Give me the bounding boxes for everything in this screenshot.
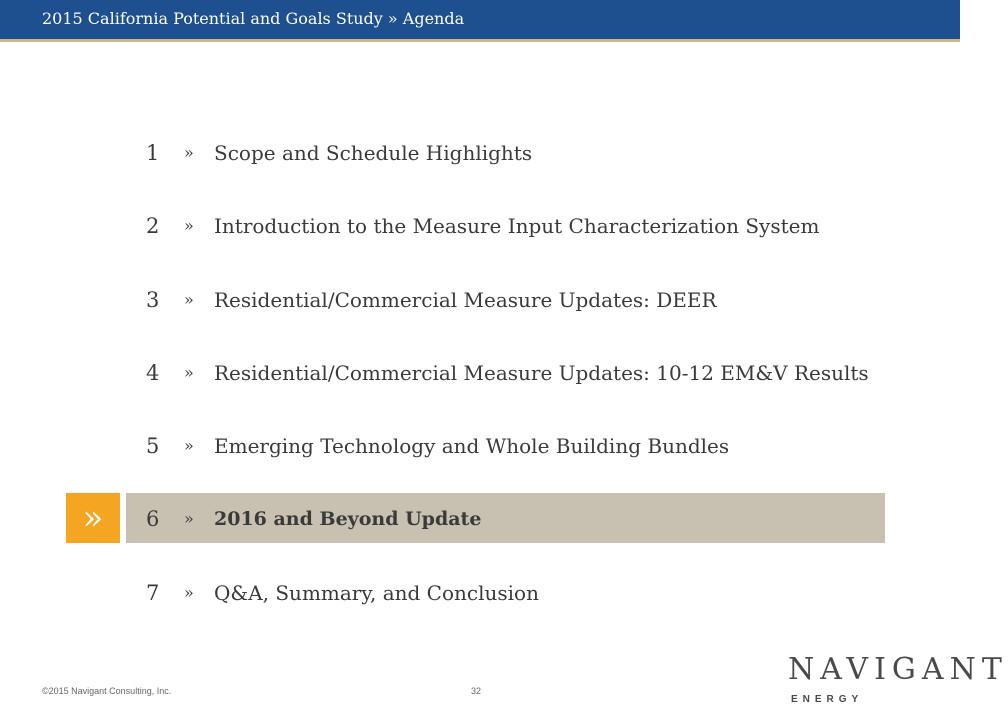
logo-subtitle: ENERGY — [791, 694, 864, 705]
agenda-item-number: 2 — [146, 214, 160, 238]
agenda-item-label: Q&A, Summary, and Conclusion — [214, 581, 539, 605]
active-item-marker-icon: » — [66, 493, 120, 543]
agenda-item-label: Residential/Commercial Measure Updates: DEER — [214, 288, 717, 312]
agenda-item-separator: » — [184, 436, 194, 455]
agenda-item-1 — [0, 128, 960, 178]
agenda-item-separator: » — [184, 509, 194, 528]
navigant-logo — [788, 652, 1008, 712]
agenda-item-3 — [0, 275, 960, 325]
logo-wordmark: NAVIGANT — [788, 652, 1008, 687]
header-title: 2015 California Potential and Goals Study » Agenda — [42, 9, 465, 28]
agenda-item-separator: » — [184, 583, 194, 602]
page-number: 32 — [471, 686, 482, 696]
agenda-item-2 — [0, 201, 960, 251]
agenda-item-label: Introduction to the Measure Input Characterization System — [214, 214, 820, 238]
agenda-item-number: 3 — [146, 288, 160, 312]
agenda-item-separator: » — [184, 143, 194, 162]
agenda-item-label: Scope and Schedule Highlights — [214, 141, 533, 165]
agenda-item-number: 6 — [146, 507, 160, 531]
agenda-item-label: Emerging Technology and Whole Building Bundles — [214, 434, 730, 458]
footer-copyright: ©2015 Navigant Consulting, Inc. — [42, 686, 172, 696]
agenda-item-separator: » — [184, 363, 194, 382]
agenda-item-number: 1 — [146, 141, 160, 165]
agenda-item-number: 5 — [146, 434, 160, 458]
header-bar — [0, 0, 960, 42]
agenda-item-separator: » — [184, 290, 194, 309]
agenda-item-7 — [0, 568, 960, 618]
agenda-item-6-active — [0, 494, 960, 544]
agenda-item-separator: » — [184, 216, 194, 235]
agenda-item-number: 7 — [146, 581, 160, 605]
agenda-item-number: 4 — [146, 361, 160, 385]
agenda-item-4 — [0, 348, 960, 398]
agenda-item-label: Residential/Commercial Measure Updates: 10-12 EM&V Results — [214, 361, 869, 385]
agenda-item-label: 2016 and Beyond Update — [214, 508, 482, 530]
agenda-item-5 — [0, 421, 960, 471]
